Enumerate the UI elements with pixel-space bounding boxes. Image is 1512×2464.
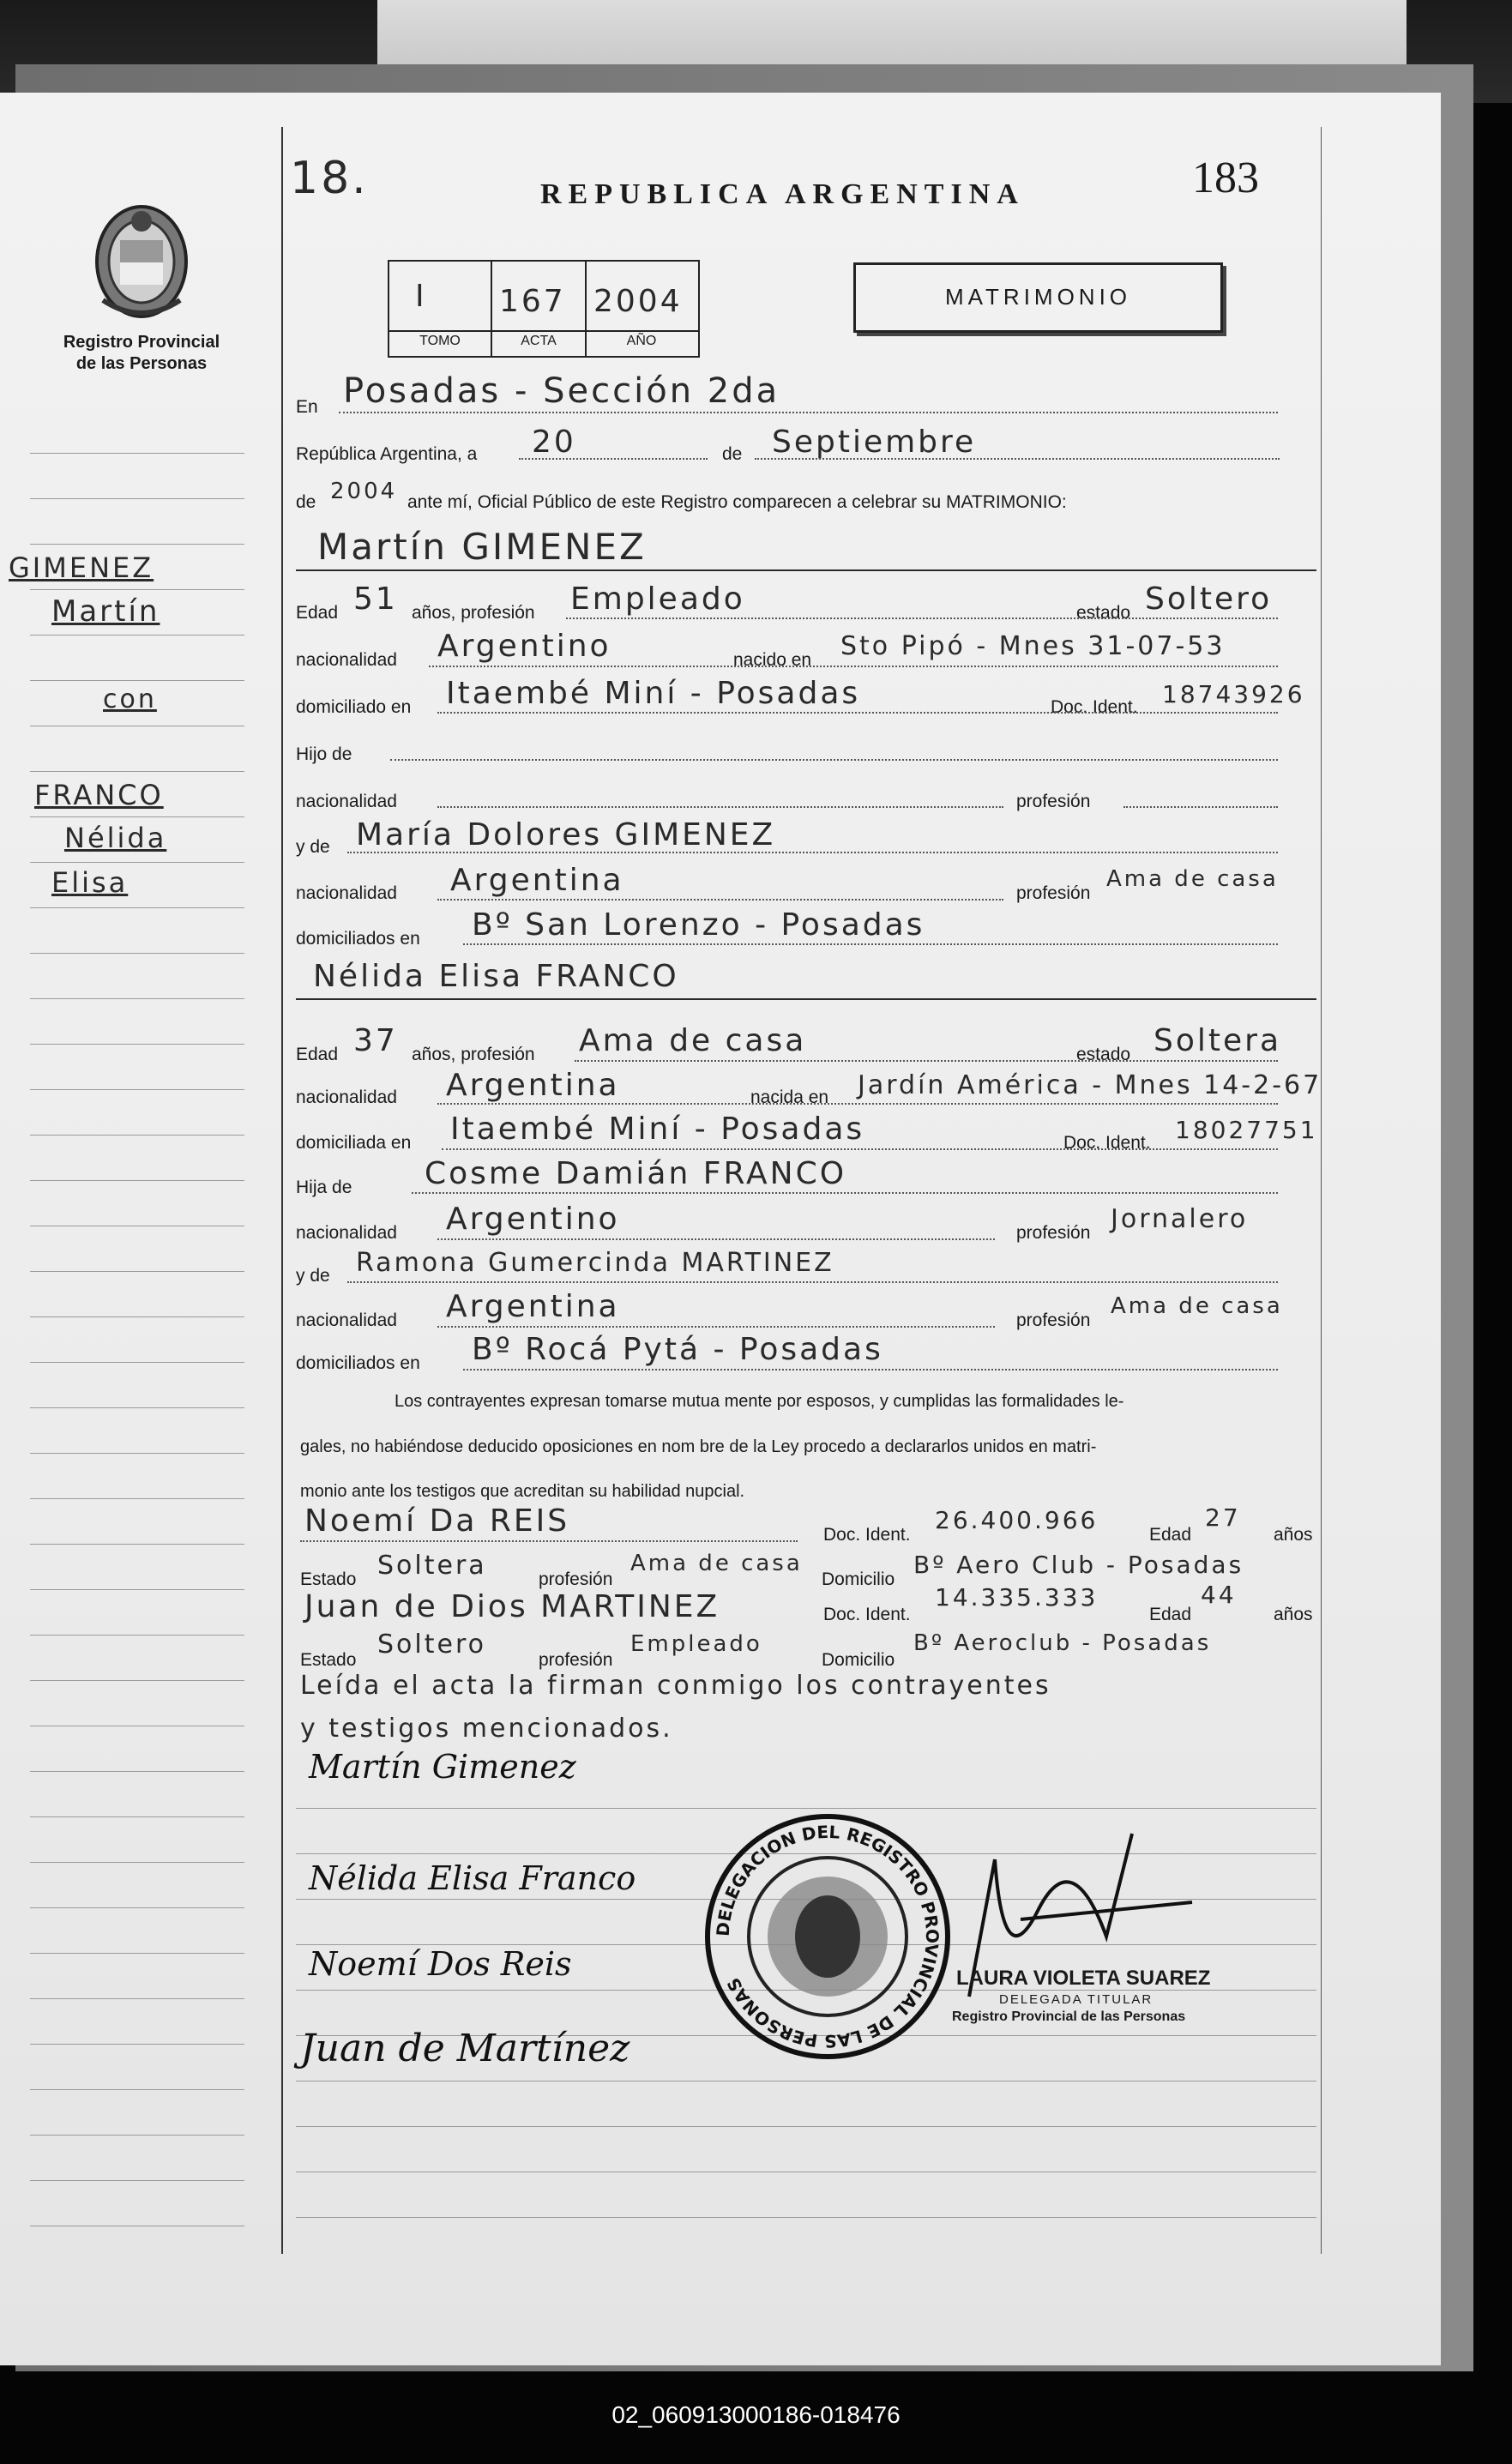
closing-line-1: Leída el acta la firman conmigo los contrayentes bbox=[300, 1671, 1051, 1701]
witness2-doc-label: Doc. Ident. bbox=[823, 1605, 911, 1624]
groom-nac3-label: nacionalidad bbox=[296, 883, 397, 903]
acta-value: 167 bbox=[499, 284, 566, 319]
place-value: Posadas - Sección 2da bbox=[343, 371, 780, 411]
witness2-prof-label: profesión bbox=[539, 1650, 613, 1670]
margin-rule bbox=[30, 1362, 244, 1363]
witness2-address: Bº Aeroclub - Posadas bbox=[913, 1630, 1212, 1656]
witness1-doc-label: Doc. Ident. bbox=[823, 1525, 911, 1545]
margin-rule bbox=[30, 544, 244, 545]
registry-name-line2: de las Personas bbox=[75, 354, 208, 373]
witness1-address: Bº Aero Club - Posadas bbox=[913, 1551, 1244, 1579]
witness2-domicilio-label: Domicilio bbox=[822, 1650, 895, 1670]
ano-label: AÑO bbox=[626, 334, 657, 348]
bride-estado: Soltera bbox=[1154, 1023, 1282, 1058]
officer-title: DELEGADA TITULAR bbox=[999, 1992, 1154, 2007]
groom-nationality: Argentino bbox=[437, 629, 611, 664]
margin-rule bbox=[30, 1180, 244, 1181]
margin-rule bbox=[30, 1907, 244, 1908]
bride-doc-label: Doc. Ident. bbox=[1063, 1133, 1151, 1153]
witness1-age: 27 bbox=[1205, 1503, 1241, 1532]
bride-mother: Ramona Gumercinda MARTINEZ bbox=[356, 1248, 834, 1278]
margin-line-1: GIMENEZ bbox=[9, 551, 154, 584]
margin-rule bbox=[30, 1089, 244, 1090]
witness1-anos-label: años bbox=[1274, 1525, 1313, 1545]
witness1-estado-label: Estado bbox=[300, 1569, 357, 1589]
page-number: 183 bbox=[1192, 154, 1259, 202]
bride-hija-label: Hija de bbox=[296, 1178, 352, 1197]
closing-line-2: y testigos mencionados. bbox=[300, 1714, 673, 1744]
groom-estado-label: estado bbox=[1076, 603, 1131, 623]
groom-doc: 18743926 bbox=[1162, 680, 1305, 708]
bride-father-nat: Argentino bbox=[446, 1202, 620, 1237]
bride-father-prof: Jornalero bbox=[1111, 1204, 1249, 1234]
margin-rule bbox=[30, 498, 244, 499]
margin-rule bbox=[30, 680, 244, 681]
bride-nacida-label: nacida en bbox=[750, 1087, 829, 1107]
margin-rule bbox=[30, 1862, 244, 1863]
margin-rule bbox=[30, 2044, 244, 2045]
margin-rule bbox=[30, 771, 244, 772]
margin-rule bbox=[30, 1680, 244, 1681]
day-value: 20 bbox=[532, 425, 576, 460]
witness1-signature: Noemí Dos Reis bbox=[309, 1945, 572, 1983]
page-rule bbox=[296, 2126, 1316, 2127]
de2-label: de bbox=[296, 492, 316, 512]
margin-line-5: Nélida bbox=[64, 822, 167, 854]
bride-father: Cosme Damián FRANCO bbox=[425, 1156, 847, 1191]
groom-nac-label: nacionalidad bbox=[296, 650, 397, 670]
margin-rule bbox=[30, 1544, 244, 1545]
declaration-line-2: gales, no habiéndose deducido oposiciones en nom bre de la Ley procedo a declararlos unidos en matri- bbox=[300, 1437, 1097, 1456]
country-title: REPUBLICA ARGENTINA bbox=[540, 178, 1025, 210]
groom-age: 51 bbox=[353, 581, 398, 617]
bride-dom-label: domiciliada en bbox=[296, 1133, 412, 1153]
groom-yde-label: y de bbox=[296, 837, 330, 857]
witness1-edad-label: Edad bbox=[1149, 1525, 1192, 1545]
act-type-box bbox=[853, 262, 1223, 333]
margin-rule bbox=[30, 635, 244, 636]
margin-rule bbox=[30, 1953, 244, 1954]
groom-mother: María Dolores GIMENEZ bbox=[356, 817, 776, 852]
margin-rule bbox=[30, 1316, 244, 1317]
page-rule bbox=[296, 2217, 1316, 2218]
groom-nacido-label: nacido en bbox=[733, 650, 812, 670]
groom-doc-label: Doc. Ident. bbox=[1051, 697, 1138, 717]
margin-rule bbox=[30, 1816, 244, 1817]
margin-line-3: con bbox=[103, 684, 157, 714]
groom-parents-address: Bº San Lorenzo - Posadas bbox=[472, 907, 925, 943]
margin-rule bbox=[30, 1453, 244, 1454]
groom-anos-label: años, profesión bbox=[412, 603, 535, 623]
bride-name: Nélida Elisa FRANCO bbox=[313, 959, 679, 994]
registry-box bbox=[388, 260, 700, 358]
witness2-estado: Soltero bbox=[377, 1630, 486, 1660]
registry-name-line1: Registro Provincial bbox=[63, 333, 220, 352]
official-seal-icon bbox=[699, 1808, 956, 2065]
groom-hijo-label: Hijo de bbox=[296, 744, 352, 764]
margin-rule bbox=[30, 907, 244, 908]
groom-edad-label: Edad bbox=[296, 603, 339, 623]
groom-name: Martín GIMENEZ bbox=[317, 526, 647, 568]
seal-ring-text: DELEGACION DEL REGISTRO PROVINCIAL DE LAS PERSONAS bbox=[712, 1821, 943, 2052]
bride-prof2-label: profesión bbox=[1016, 1223, 1091, 1243]
margin-line-6: Elisa bbox=[51, 866, 129, 899]
witness2-age: 44 bbox=[1201, 1581, 1237, 1609]
corner-mark: 18. bbox=[290, 153, 369, 204]
margin-line-4: FRANCO bbox=[34, 779, 164, 811]
groom-nac2-label: nacionalidad bbox=[296, 792, 397, 811]
bride-doms-label: domiciliados en bbox=[296, 1353, 420, 1373]
month-value: Septiembre bbox=[772, 425, 977, 460]
margin-rule bbox=[30, 453, 244, 454]
margin-rule bbox=[30, 1498, 244, 1499]
margin-rule bbox=[30, 816, 244, 817]
bride-mother-nat: Argentina bbox=[446, 1289, 620, 1324]
margin-rule bbox=[30, 2135, 244, 2136]
bride-age: 37 bbox=[353, 1023, 398, 1058]
groom-signature: Martín Gimenez bbox=[309, 1748, 576, 1786]
bride-mother-prof: Ama de casa bbox=[1111, 1293, 1283, 1319]
register-sheet bbox=[0, 93, 1441, 2365]
witness2-signature: Juan de Martínez bbox=[300, 2027, 630, 2070]
footer-code: 02_060913000186-018476 bbox=[611, 2401, 901, 2428]
margin-line bbox=[281, 127, 283, 2254]
witness2-edad-label: Edad bbox=[1149, 1605, 1192, 1624]
acta-label: ACTA bbox=[521, 334, 557, 348]
groom-birth: Sto Pipó - Mnes 31-07-53 bbox=[840, 631, 1226, 661]
en-label: En bbox=[296, 397, 318, 417]
bride-yde-label: y de bbox=[296, 1266, 330, 1286]
margin-rule bbox=[30, 1407, 244, 1408]
margin-rule bbox=[30, 1635, 244, 1636]
statement-text: ante mí, Oficial Público de este Registro comparecen a celebrar su MATRIMONIO: bbox=[407, 492, 1067, 512]
witness2-estado-label: Estado bbox=[300, 1650, 357, 1670]
year-value: 2004 bbox=[330, 479, 398, 504]
groom-dom-label: domiciliado en bbox=[296, 697, 412, 717]
margin-rule bbox=[30, 862, 244, 863]
de-label: de bbox=[722, 444, 743, 464]
bride-nac-label: nacionalidad bbox=[296, 1087, 397, 1107]
bride-nac3-label: nacionalidad bbox=[296, 1310, 397, 1330]
bride-prof3-label: profesión bbox=[1016, 1310, 1091, 1330]
bride-anos-label: años, profesión bbox=[412, 1045, 535, 1064]
groom-address: Itaembé Miní - Posadas bbox=[446, 676, 861, 711]
groom-mother-prof: Ama de casa bbox=[1106, 866, 1279, 892]
officer-org: Registro Provincial de las Personas bbox=[952, 2009, 1186, 2024]
witness1-estado: Soltera bbox=[377, 1551, 487, 1581]
groom-doms-label: domiciliados en bbox=[296, 929, 420, 949]
bride-nac2-label: nacionalidad bbox=[296, 1223, 397, 1243]
witness1-profession: Ama de casa bbox=[630, 1551, 803, 1576]
bride-birth: Jardín América - Mnes 14-2-67 bbox=[858, 1070, 1322, 1100]
margin-rule bbox=[30, 1135, 244, 1136]
bride-signature: Nélida Elisa Franco bbox=[309, 1859, 636, 1897]
declaration-line-1: Los contrayentes expresan tomarse mutua mente por esposos, y cumplidas las formalidades le- bbox=[395, 1392, 1124, 1411]
margin-rule bbox=[30, 998, 244, 999]
witness2-doc: 14.335.333 bbox=[935, 1583, 1099, 1612]
margin-rule bbox=[30, 1998, 244, 1999]
ano-value: 2004 bbox=[593, 284, 683, 319]
groom-prof3-label: profesión bbox=[1016, 883, 1091, 903]
margin-rule bbox=[30, 2180, 244, 2181]
witness1-doc: 26.400.966 bbox=[935, 1506, 1099, 1534]
right-margin-line bbox=[1321, 127, 1322, 2254]
tomo-label: TOMO bbox=[419, 334, 461, 348]
bride-address: Itaembé Miní - Posadas bbox=[450, 1112, 865, 1147]
witness1-prof-label: profesión bbox=[539, 1569, 613, 1589]
margin-rule bbox=[30, 2089, 244, 2090]
declaration-line-3: monio ante los testigos que acreditan su habilidad nupcial. bbox=[300, 1482, 745, 1501]
groom-prof2-label: profesión bbox=[1016, 792, 1091, 811]
officer-name: LAURA VIOLETA SUAREZ bbox=[956, 1967, 1211, 1990]
witness1-name: Noemí Da REIS bbox=[304, 1503, 570, 1539]
bride-nationality: Argentina bbox=[446, 1068, 620, 1103]
coat-of-arms-icon bbox=[86, 197, 197, 326]
bride-parents-address: Bº Rocá Pytá - Posadas bbox=[472, 1332, 883, 1367]
republica-label: República Argentina, a bbox=[296, 444, 478, 464]
witness2-profession: Empleado bbox=[630, 1631, 762, 1657]
margin-rule bbox=[30, 1589, 244, 1590]
groom-estado: Soltero bbox=[1145, 581, 1273, 617]
groom-profession: Empleado bbox=[570, 581, 745, 617]
bride-doc: 18027751 bbox=[1175, 1116, 1318, 1144]
bride-profession: Ama de casa bbox=[579, 1023, 807, 1058]
margin-rule bbox=[30, 1771, 244, 1772]
margin-rule bbox=[30, 953, 244, 954]
bride-estado-label: estado bbox=[1076, 1045, 1131, 1064]
margin-line-2: Martín bbox=[51, 594, 160, 629]
groom-mother-nat: Argentina bbox=[450, 863, 624, 898]
bride-edad-label: Edad bbox=[296, 1045, 339, 1064]
witness1-domicilio-label: Domicilio bbox=[822, 1569, 895, 1589]
margin-rule bbox=[30, 589, 244, 590]
act-type: MATRIMONIO bbox=[944, 284, 1132, 310]
witness2-name: Juan de Dios MARTINEZ bbox=[304, 1589, 720, 1624]
witness2-anos-label: años bbox=[1274, 1605, 1313, 1624]
margin-rule bbox=[30, 1271, 244, 1272]
tomo-value: I bbox=[415, 279, 427, 314]
margin-rule bbox=[30, 1044, 244, 1045]
